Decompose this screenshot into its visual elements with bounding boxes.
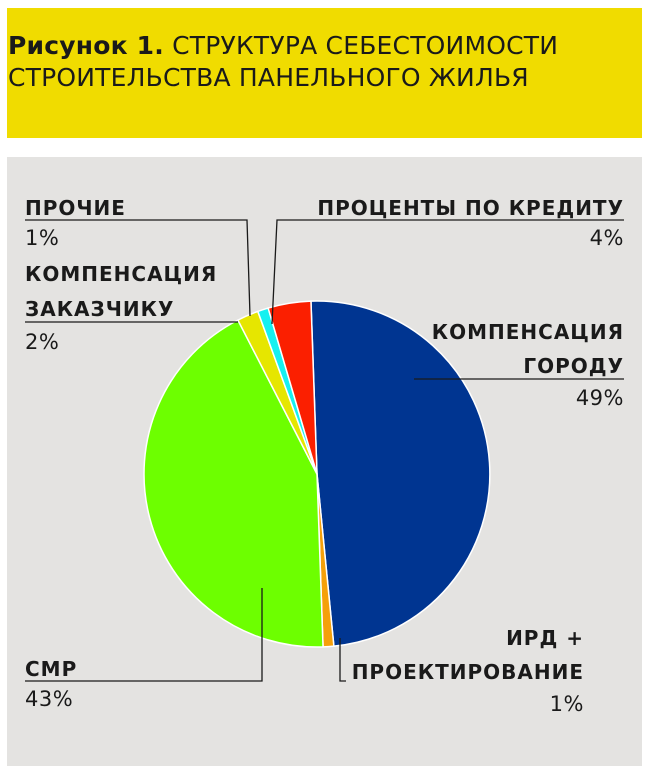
label-zakazchiku-line-1: КОМПЕНСАЦИЯ xyxy=(25,262,218,286)
label-kompensatsiya-gorodu xyxy=(432,315,624,413)
label-ird-line-1: ИРД + xyxy=(506,626,584,650)
label-ird-line-2: ПРОЕКТИРОВАНИЕ xyxy=(351,660,584,684)
label-prochie xyxy=(25,193,126,253)
label-ird-proektirovanie xyxy=(352,621,584,719)
label-smr xyxy=(25,654,77,714)
label-gorodu-line-2: ГОРОДУ xyxy=(523,354,624,378)
figure-number: Рисунок 1. xyxy=(8,31,164,60)
label-ird-value: 1% xyxy=(549,692,584,716)
title-line-1: СТРУКТУРА СЕБЕСТОИМОСТИ xyxy=(172,31,559,60)
label-gorodu-line-1: КОМПЕНСАЦИЯ xyxy=(431,320,624,344)
label-smr-value: 43% xyxy=(25,687,74,711)
label-zakazchiku-value: 2% xyxy=(25,330,60,354)
title-line-2: СТРОИТЕЛЬСТВА ПАНЕЛЬНОГО ЖИЛЬЯ xyxy=(8,63,529,92)
label-protsenty-po-kreditu xyxy=(317,193,624,253)
label-zakazchiku-line-2: ЗАКАЗЧИКУ xyxy=(25,297,175,321)
label-gorodu-value: 49% xyxy=(575,386,624,410)
label-prochie-value: 1% xyxy=(25,226,60,250)
label-kredit-name: ПРОЦЕНТЫ ПО КРЕДИТУ xyxy=(317,196,624,220)
label-smr-name: СМР xyxy=(25,657,78,681)
label-kompensatsiya-zakazchiku xyxy=(25,257,217,357)
label-kredit-value: 4% xyxy=(589,226,624,250)
label-prochie-name: ПРОЧИЕ xyxy=(25,196,126,220)
